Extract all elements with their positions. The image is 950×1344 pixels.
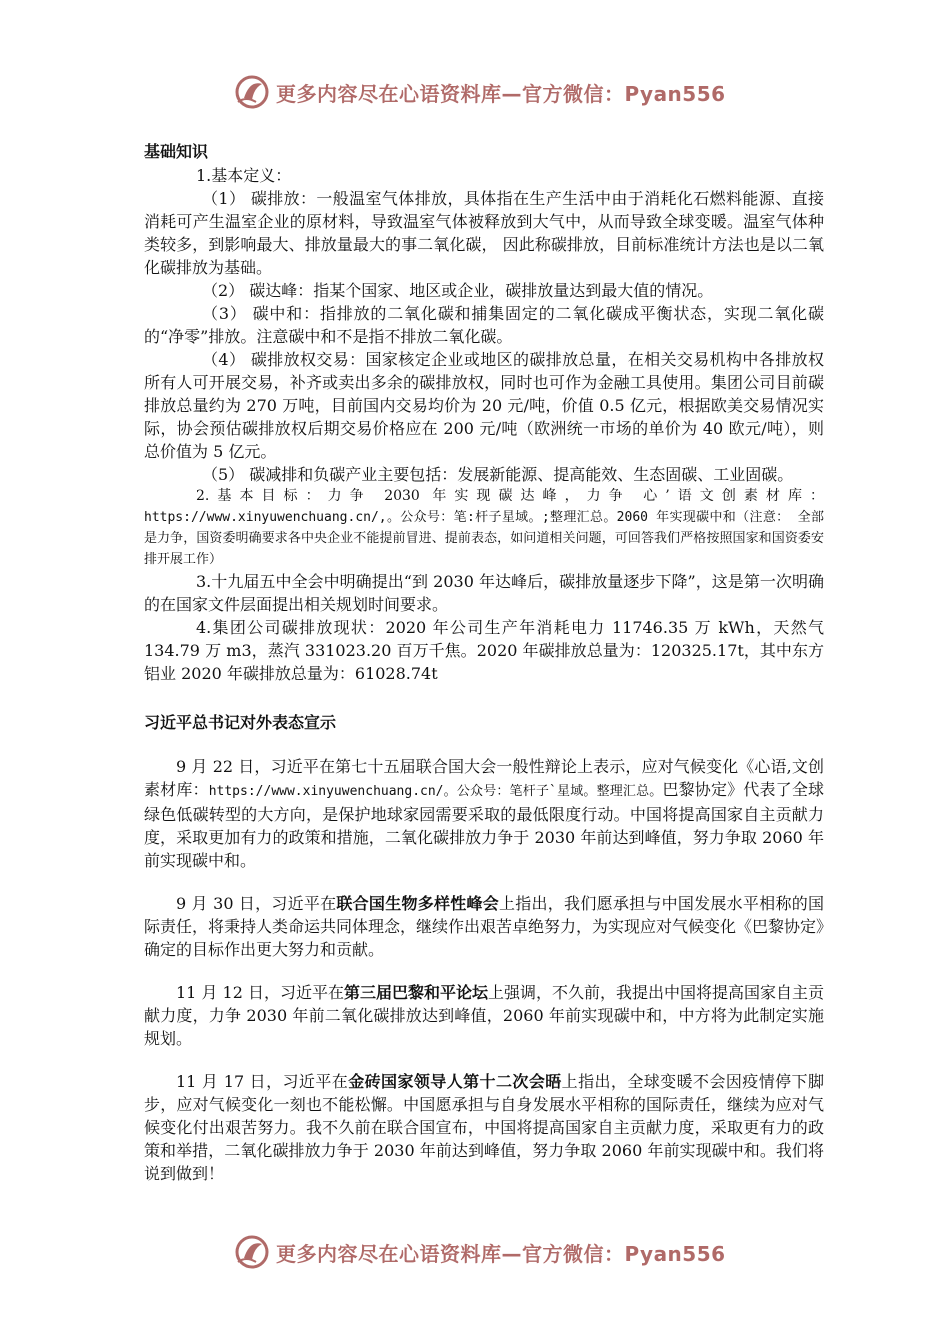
item-1-title: 1.基本定义：	[196, 166, 292, 185]
statement-1-text: 9 月 22 日，习近平在第七十五届联合国大会一般性辩论上表示，应对气候变化《心语,文创素材库：	[144, 757, 824, 799]
brand-logo-icon	[232, 1232, 272, 1272]
statement-sep-30	[144, 892, 824, 961]
item-2-text: 2.基本目标：力争 2030 年实现碳达峰，力争 心’语文创素材库：	[196, 488, 824, 504]
banner-text: 更多内容尽在心语资料库—官方微信：Pyan556	[276, 81, 726, 106]
section-title-basics: 基础知识	[144, 142, 209, 161]
banner-text: 更多内容尽在心语资料库—官方微信：Pyan556	[276, 1241, 726, 1266]
footer-watermark-banner	[232, 1230, 732, 1274]
statement-4-lead: 11 月 17 日，习近平在	[176, 1072, 349, 1091]
statement-2-lead: 9 月 30 日，习近平在	[176, 894, 337, 913]
header-watermark-banner	[232, 70, 732, 114]
statement-3-event: 第三届巴黎和平论坛	[343, 983, 488, 1002]
statement-2-text: 上指出，我们愿承担与中国发展水平相称的国际责任，将秉持人类命运共同体理念，继续作出艰苦卓绝努力，为实现应对气候变化《巴黎协定》确定的目标作出更大努力和贡献。	[144, 894, 825, 959]
statement-4-event: 金砖国家领导人第十二次会晤	[348, 1072, 562, 1091]
statement-4-text: 上指出，全球变暖不会因疫情停下脚步，应对气候变化一刻也不能松懈。中国愿承担与自身发展水平相称的国际责任，继续为应对气候变化付出艰苦努力。我不久前在联合国宣布，中国将提高国家自主贡献力度，采取更有力的政策和举措，二氧化碳排放力争于 2030 年前达到峰值，努力争取 2060 年前实现碳中和。我们将说到做到！	[144, 1072, 824, 1183]
statement-3-lead: 11 月 12 日，习近平在	[176, 983, 344, 1002]
item-3-plenary: 3.十九届五中全会中明确提出“到 2030 年达峰后，碳排放量逐步下降”，这是第一次明确的在国家文件层面提出相关规划时间要求。	[144, 572, 824, 614]
statement-1-text-end: 巴黎协定》代表了全球绿色低碳转型的大方向，是保护地球家园需要采取的最低限度行动。中国将提高国家自主贡献力度，采取更加有力的政策和措施，二氧化碳排放力争于 2030 年前达到峰值，努力争取 2060 年前实现碳中和。	[144, 780, 824, 870]
item-4-status: 4.集团公司碳排放现状：2020 年公司生产年消耗电力 11746.35 万 kWh，天然气 134.79 万 m3，蒸汽 331023.20 百万千焦。2020 年碳排放总量为：120325.17t，其中东方铝业 2020 年碳排放总量为：61028.74t	[144, 618, 824, 683]
definition-reduction-industry: （5） 碳减排和负碳产业主要包括：发展新能源、提高能效、生态固碳、工业固碳。	[202, 465, 794, 484]
section-title-statements: 习近平总书记对外表态宣示	[144, 713, 337, 732]
statement-nov-12	[144, 981, 824, 1050]
statement-sep-22	[144, 755, 824, 872]
document-body	[144, 140, 824, 1185]
definition-carbon-neutral: （3） 碳中和：指排放的二氧化碳和捕集固定的二氧化碳成平衡状态，实现二氧化碳的“净零”排放。注意碳中和不是指不排放二氧化碳。	[144, 304, 824, 346]
brand-logo-icon	[232, 72, 272, 112]
definition-carbon-emission: （1） 碳排放：一般温室气体排放，具体指在生产生活中由于消耗化石燃料能源、直接消耗可产生温室企业的原材料，导致温室气体被释放到大气中，从而导致全球变暖。温室气体种类较多，到影响最大、排放量最大的事二氧化碳， 因此称碳排放，目前标准统计方法也是以二氧化碳排放为基础。	[144, 189, 824, 277]
definition-carbon-peak: （2） 碳达峰：指某个国家、地区或企业，碳排放量达到最大值的情况。	[202, 281, 714, 300]
statement-2-event: 联合国生物多样性峰会	[336, 894, 500, 913]
statement-nov-17	[144, 1070, 824, 1185]
statement-1-url-text: https://www.xinyuwenchuang.cn/。公众号：笔杆子`星域。整理汇总。	[208, 784, 663, 799]
item-2-url-text: https://www.xinyuwenchuang.cn/,。公众号：笔:杆子星域。;整理汇总。2060 年实现碳中和（注意： 全部是力争，国资委明确要求各中央企业不能提前冒进、提前表态，如问道相关问题，可回答我们严格按照国家和国资委安排开展工作）	[144, 510, 824, 567]
definition-emission-trading: （4） 碳排放权交易：国家核定企业或地区的碳排放总量，在相关交易机构中各排放权所有人可开展交易，补齐或卖出多余的碳排放权，同时也可作为金融工具使用。集团公司目前碳排放总量约为 270 万吨，目前国内交易均价为 20 元/吨，价值 0.5 亿元，根据欧美交易情况实际，协会预估碳排放权后期交易价格应在 200 元/吨（欧洲统一市场的单价为 40 欧元/吨），则总价值为 5 亿元。	[144, 350, 824, 461]
item-2-basic-goals	[144, 486, 824, 570]
statement-3-text: 上强调，不久前，我提出中国将提高国家自主贡献力度，力争 2030 年前二氧化碳排放达到峰值，2060 年前实现碳中和，中方将为此制定实施规划。	[144, 983, 825, 1048]
